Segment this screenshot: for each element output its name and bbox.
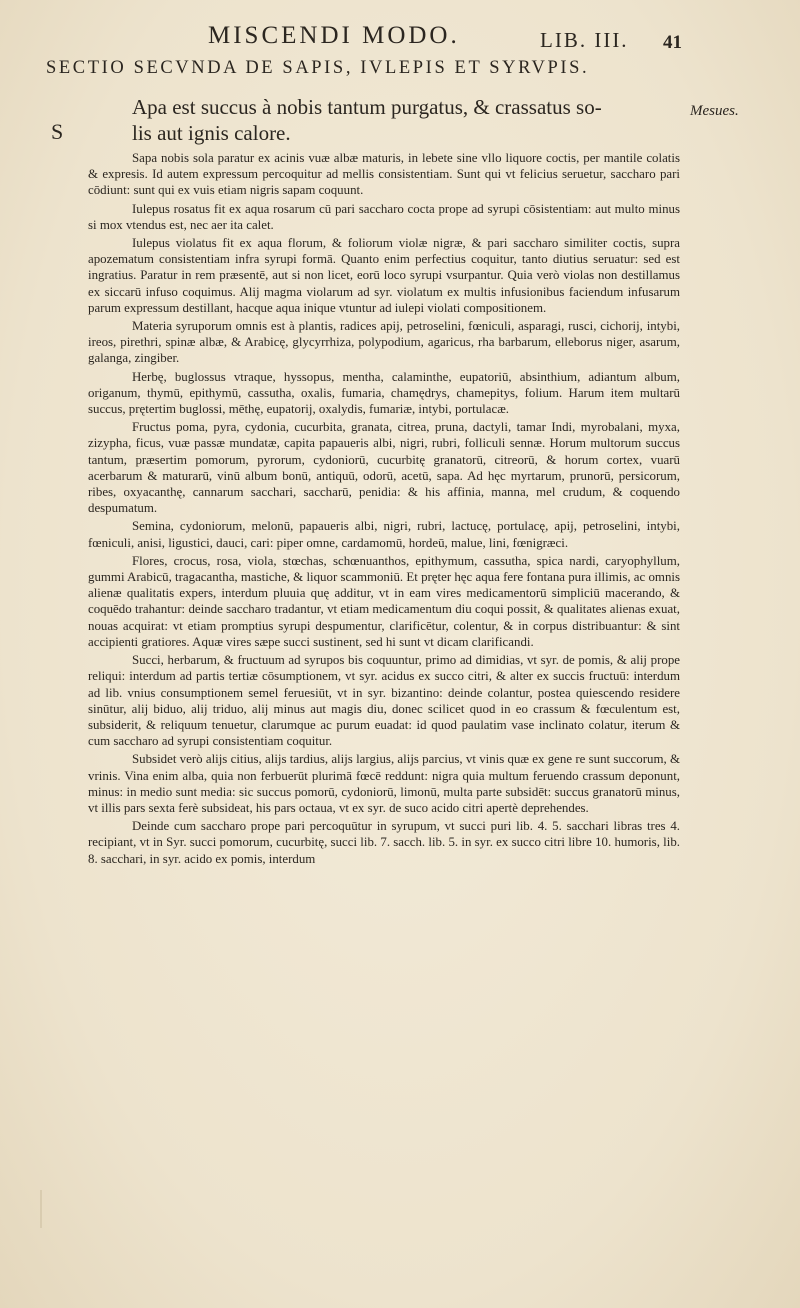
paragraph-sapa: Sapa nobis sola paratur ex acinis vuæ albæ maturis, in lebete sine vllo liquore coctis, per mantile colatis & expresis. Id autem expressum percoquitur ad mellis consistentiam. Sunt qui vt felicius seruetur, saccharo pari cōdiunt: sunt qui ex vuis etiam nigris sapam coquunt.: [88, 151, 680, 198]
paper-mark: [40, 1190, 42, 1228]
page-number: 41: [663, 32, 682, 53]
paragraph-flores: Flores, crocus, rosa, viola, stœchas, schœnuanthos, epithymum, cassutha, spica nardi, caryophyllum, gummi Arabicū, tragacantha, mastiche, & liquor scammoniū. Et pręter hęc aqua fere fontana pura illimis, ac omnis alienæ qualitatis expers, interdum pluuia quę additur, vt in eam vires medicamentorū simpliciū macerando, & coquēdo trahantur: deinde saccharo tradantur, vt etiam medicamentum diu coqui possit, & qualitates alienas exuat, nouas acquirat: vt etiam promptius syrupi despumentur, clarificētur, colentur, & in corpus distribuantur: & sint accipienti gratiores. Aquæ vires sæpe succi sustinent, sed hi sunt vt dicam clarificandi.: [88, 553, 680, 649]
paragraph-succi: Succi, herbarum, & fructuum ad syrupos bis coquuntur, primo ad dimidias, vt syr. de pomis, & alij prope reliqui: interdum ad partis tertiæ cōsumptionem, vt syr. acidus ex succo citri, & alter ex succis fructuū: interdum ad lib. vnius consumptionem semel feruesiūt, vt in syr. bizantino: deinde colantur, postea quiescendo residere sinūtur, alij biduo, alij triduo, alij minus aut magis diu, donec scilicet quod in eo crassum & fœculentum est, subsiderit, & reliquum tenuetur, clarumque ac purum euadat: id quod paulatim vase inclinato colatur, iterum & cum saccharo ad syrupi consistentiam coquitur.: [88, 653, 680, 749]
running-head: [0, 22, 800, 52]
opening-line-1: Apa est succus à nobis tantum purgatus, & crassatus so-: [132, 95, 602, 119]
opening-paragraph: [51, 94, 680, 146]
paragraph-iulepus-rosatus: Iulepus rosatus fit ex aqua rosarum cū pari saccharo cocta prope ad syrupi cōsistentiam: aut multo minus si mox vtendus est, nec aer ita calet.: [88, 201, 680, 232]
paragraph-fructus: Fructus poma, pyra, cydonia, cucurbita, granata, citrea, pruna, dactyli, tamar Indi, myrobalani, myxa, zizypha, ficus, vuæ passæ mundatæ, capita papaueris albi, nigri, rubri, folliculi sennæ. Horum multorum succus tantum, præsertim pomorum, pyrorum, cydoniorū, cucurbitę granatorū, citreorū, & horum cortex, vuarū acerbarum & maturarū, vinū album bonū, antiquū, odorū, acetū, sapa. Ad hęc myrtarum, prunorū, persicorum, ribes, oxyacanthę, cannarum sacchari, saccharū, penidia: & his affinia, manna, mel crudum, & coquendo despumatum.: [88, 420, 680, 516]
paragraph-herbae: Herbę, buglossus vtraque, hyssopus, mentha, calaminthe, eupatoriū, absinthium, adiantum album, origanum, thymū, epithymū, cassutha, oxalis, fumaria, chamędrys, chamepitys, folium. Harum item multarū succus, prętertim buglossi, mēthę, eupatorij, oxalydis, fumariæ, intybi, portulacæ.: [88, 369, 680, 417]
paragraph-iulepus-violatus: Iulepus violatus fit ex aqua florum, & foliorum violæ nigræ, & pari saccharo similiter coctis, supra apozematum consistentiam infra syrupi formā. Quanto enim perfectius coquitur, tanto diutius seruatur: sed est ingratius. Paratur in rem præsentē, aut si non licet, eorū loco syrupi vsurpantur. Quia verò violas non destillamus ex siccarū infuso coquimus. Alij magma violarum ad syr. violatum ex multis infusionibus faciendum infusarum parum expressum destillant, hacque aqua inique vtuntur ad iulepi violati compositionem.: [88, 236, 680, 315]
book-number: LIB. III.: [540, 28, 629, 52]
paragraph-semina: Semina, cydoniorum, melonū, papaueris albi, nigri, rubri, lactucę, portulacę, apij, petroselini, intybi, fœniculi, anisi, ligustici, dauci, cari: piper omne, cardamomū, hordeū, malue, lini, fœnigræci.: [88, 519, 680, 550]
paragraph-deinde: Deinde cum saccharo prope pari percoquūtur in syrupum, vt succi puri lib. 4. 5. sacchari libras tres 4. recipiant, vt in Syr. succi pomorum, cucurbitę, succi lib. 7. sacch. lib. 5. in syr. ex succo citri libre 10. humoris, lib. 8. sacchari, in syr. acido ex pomis, interdum: [88, 819, 680, 866]
paragraph-materia: Materia syruporum omnis est à plantis, radices apij, petroselini, fœniculi, asparagi, rusci, cichorij, intybi, ireos, pirethri, spinæ albæ, & Arabicę, glycyrrhiza, polypodium, agaricus, rha barbarum, elleborus niger, asarum, galanga, zingiber.: [88, 319, 680, 366]
running-head-title: MISCENDI MODO.: [208, 22, 460, 49]
initial-letter: S: [51, 119, 64, 144]
margin-note: Mesues.: [690, 103, 739, 119]
body-text: [51, 94, 680, 869]
opening-line-2: lis aut ignis calore.: [132, 121, 291, 145]
paragraph-subsidet: Subsidet verò alijs citius, alijs tardius, alijs largius, alijs parcius, vt vinis quæ ex gene re sunt succorum, & vrinis. Vina enim alba, quia non ferbuerūt plurimā fœcē reddunt: nigra quia multum feruendo crassum deponunt, minus: in medio sunt media: sic succus pomorū, cydoniorū, limonū, multa parte subsidēt: succus granatorū minus, vt illis pars sexta ferè subsideat, his pars octaua, vt ex syr. de suco acido citri apertè deprehendes.: [88, 752, 680, 815]
section-title: SECTIO SECVNDA DE SAPIS, IVLEPIS ET SYRVPIS.: [46, 58, 590, 78]
